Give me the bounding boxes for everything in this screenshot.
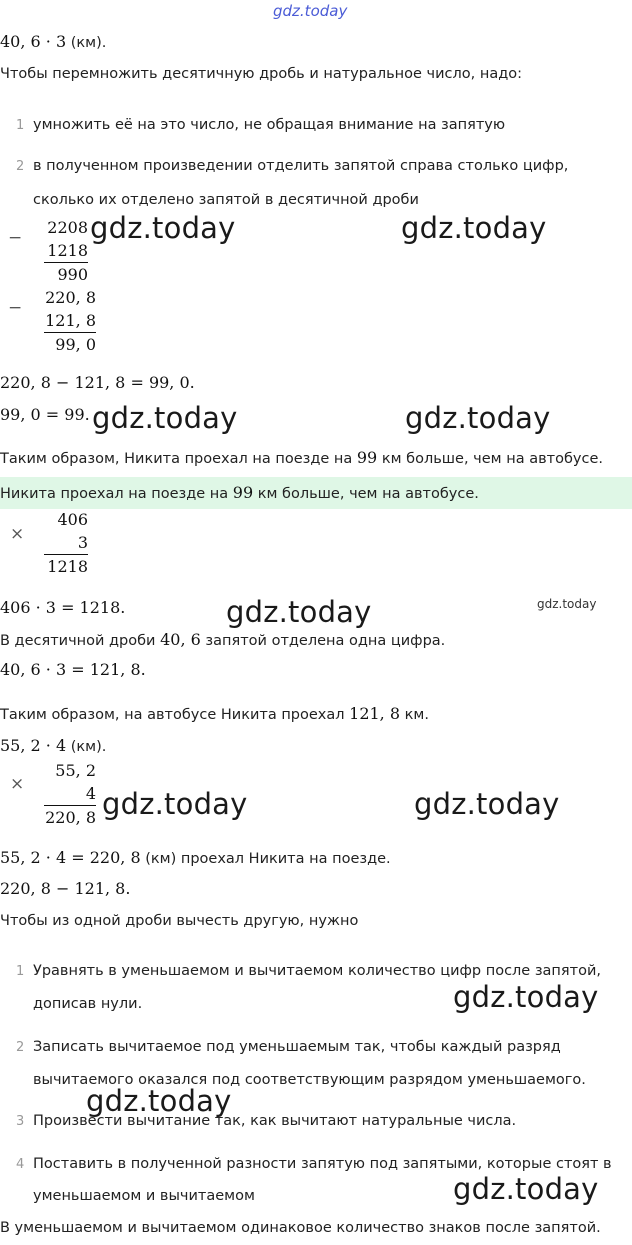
- watermark: gdz.today: [414, 787, 560, 821]
- minuend: 220, 8: [45, 288, 96, 307]
- text: км больше, чем на автобусе.: [253, 486, 479, 502]
- difference: 990: [44, 262, 88, 286]
- times-sign: ×: [10, 524, 25, 544]
- watermark: gdz.today: [226, 595, 372, 629]
- number: 40, 6: [160, 630, 201, 649]
- column-multiplication-2: [44, 759, 96, 829]
- list-number: 3: [16, 1114, 25, 1129]
- subtrahend: 1218: [47, 241, 88, 260]
- text: Никита проехал на поезде на: [0, 486, 233, 502]
- watermark: gdz.today: [401, 211, 547, 245]
- expression-math: 55, 2 · 4: [0, 736, 67, 755]
- multiplicand: 406: [57, 510, 88, 529]
- list-item-text: Записать вычитаемое под уменьшаемым так, чтобы каждый разряд: [33, 1039, 561, 1055]
- list-item: [16, 117, 24, 133]
- conclusion-bus: [0, 704, 429, 723]
- minus-sign: −: [8, 228, 23, 248]
- answer-text: [0, 483, 479, 502]
- minuend: 2208: [47, 218, 88, 237]
- list-number: 1: [16, 118, 25, 133]
- watermark: gdz.today: [92, 401, 238, 435]
- column-multiplication-1: [44, 508, 88, 578]
- number: 99: [232, 483, 254, 502]
- list-number: 4: [16, 1157, 25, 1172]
- watermark-small: gdz.today: [537, 597, 597, 611]
- watermark: gdz.today: [102, 787, 248, 821]
- list-number: 2: [16, 159, 25, 174]
- expression-difference: 220, 8 − 121, 8.: [0, 879, 131, 898]
- text: (км) проехал Никита на поезде.: [140, 851, 391, 867]
- column-subtraction-2: [44, 286, 96, 356]
- product: 220, 8: [44, 805, 96, 829]
- list-item: [16, 158, 24, 174]
- equation-mult-2: [0, 848, 391, 867]
- watermark: gdz.today: [86, 1084, 232, 1118]
- list-item-text: Поставить в полученной разности запятую под запятыми, которые стоят в: [33, 1156, 612, 1172]
- subtrahend: 121, 8: [45, 311, 96, 330]
- product: 1218: [44, 554, 88, 578]
- watermark: gdz.today: [405, 401, 551, 435]
- list-number: 2: [16, 1040, 25, 1055]
- multiplier: 3: [77, 533, 88, 552]
- rule-mult-intro: Чтобы перемножить десятичную дробь и натуральное число, надо:: [0, 66, 522, 82]
- watermark: gdz.today: [453, 1172, 599, 1206]
- watermark: gdz.today: [453, 980, 599, 1014]
- rule-sub-intro: Чтобы из одной дроби вычесть другую, нужно: [0, 913, 359, 929]
- watermark: gdz.today: [90, 211, 236, 245]
- difference: 99, 0: [44, 332, 96, 356]
- times-sign: ×: [10, 774, 25, 794]
- equation-simplify: 99, 0 = 99.: [0, 405, 90, 424]
- equation-mult-1-final: 40, 6 · 3 = 121, 8.: [0, 660, 146, 679]
- number: 121, 8: [349, 704, 401, 723]
- multiplier: 4: [85, 784, 96, 803]
- watermark-top: gdz.today: [273, 2, 348, 20]
- column-subtraction-1: [44, 216, 88, 286]
- text: Таким образом, на автобусе Никита проехал: [0, 707, 350, 723]
- list-item-text: Уравнять в уменьшаемом и вычитаемом количество цифр после запятой,: [33, 963, 601, 979]
- text: км.: [400, 707, 429, 723]
- expression-trip: [0, 32, 106, 51]
- list-item-text-continued: вычитаемого оказался под соответствующим разрядом уменьшаемого.: [33, 1072, 586, 1088]
- unit-label: (км).: [70, 739, 107, 755]
- conclusion-train: [0, 448, 603, 467]
- list-item: [16, 1156, 24, 1172]
- list-item-text-continued: уменьшаемом и вычитаемом: [33, 1188, 255, 1204]
- expression-train: [0, 736, 106, 755]
- list-item-text: умножить её на это число, не обращая внимание на запятую: [33, 117, 506, 133]
- equation-mult-1: 406 · 3 = 1218.: [0, 598, 126, 617]
- text: Таким образом, Никита проехал на поезде на: [0, 451, 357, 467]
- text: км больше, чем на автобусе.: [377, 451, 603, 467]
- list-item-text-continued: дописав нули.: [33, 996, 143, 1012]
- list-item: [16, 1113, 24, 1129]
- expression-math: 40, 6 · 3: [0, 32, 67, 51]
- list-item-text-continued: сколько их отделено запятой в десятичной дроби: [33, 192, 419, 208]
- list-item: [16, 1039, 24, 1055]
- list-number: 1: [16, 964, 25, 979]
- number: 99: [356, 448, 378, 467]
- final-note: В уменьшаемом и вычитаемом одинаковое количество знаков после запятой.: [0, 1220, 601, 1236]
- equation-math: 55, 2 · 4 = 220, 8: [0, 848, 141, 867]
- minus-sign: −: [8, 298, 23, 318]
- multiplicand: 55, 2: [55, 761, 96, 780]
- list-item: [16, 963, 24, 979]
- equation-subtraction: 220, 8 − 121, 8 = 99, 0.: [0, 373, 195, 392]
- decimal-note: [0, 630, 445, 649]
- list-item-text: в полученном произведении отделить запятой справа столько цифр,: [33, 158, 569, 174]
- unit-label: (км).: [70, 35, 107, 51]
- list-item-text: Произвести вычитание так, как вычитают натуральные числа.: [33, 1113, 517, 1129]
- text: запятой отделена одна цифра.: [200, 633, 446, 649]
- text: В десятичной дроби: [0, 633, 161, 649]
